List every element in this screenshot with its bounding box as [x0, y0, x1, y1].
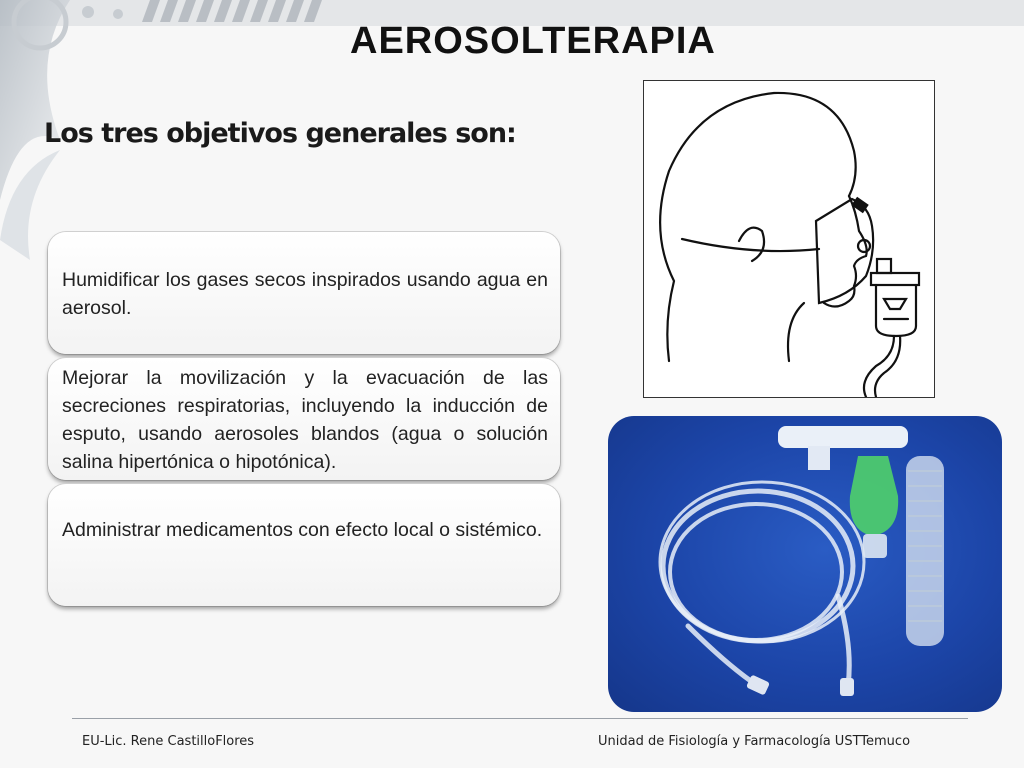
objective-text-3: Administrar medicamentos con efecto local o sistémico.	[62, 519, 543, 541]
footer-institution: Unidad de Fisiología y Farmacología USTTemuco	[598, 734, 911, 749]
slide-title: AEROSOLTERAPIA	[350, 20, 716, 62]
head-mask-drawing	[644, 81, 934, 397]
objective-text-1: Humidificar los gases secos inspirados usando agua en aerosol.	[62, 269, 548, 319]
mask-illustration	[643, 80, 935, 398]
footer-author: EU-Lic. Rene CastilloFlores	[82, 734, 255, 749]
nebulizer-kit-photo	[608, 416, 1002, 712]
nebulizer-kit-image	[608, 416, 1002, 712]
objective-text-2: Mejorar la movilización y la evacuación de las secreciones respiratorias, incluyendo la inducción de esputo, usando aerosoles blandos (agua o solución salina hipertónica o hipotónica).	[62, 367, 548, 473]
objective-box-3	[48, 484, 560, 606]
footer-divider	[72, 718, 968, 719]
objective-box-1	[48, 232, 560, 354]
slide-subtitle: Los tres objetivos generales son:	[44, 118, 516, 149]
objective-box-2	[48, 358, 560, 480]
